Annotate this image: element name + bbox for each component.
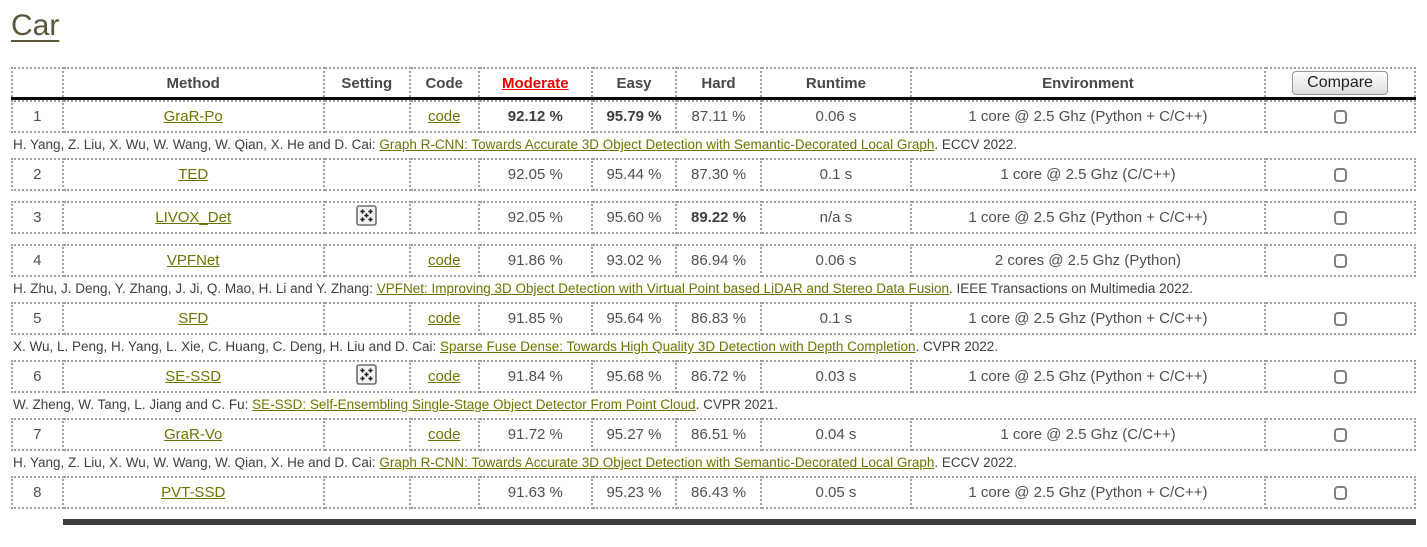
leaderboard-entry — [11, 476, 1416, 509]
environment-value: 1 core @ 2.5 Ghz (C/C++) — [1000, 426, 1176, 443]
header-compare — [1265, 68, 1415, 99]
moderate-value: 92.05 % — [507, 209, 563, 226]
method-cell — [63, 245, 324, 276]
compare-cell — [1265, 159, 1415, 190]
dice-icon — [356, 364, 377, 389]
dice-icon — [356, 205, 377, 230]
setting-cell — [324, 159, 410, 190]
compare-button[interactable]: Compare — [1292, 71, 1388, 95]
setting-cell — [324, 361, 410, 392]
compare-cell — [1265, 245, 1415, 276]
easy-value: 95.44 % — [606, 166, 662, 183]
hard-value: 87.30 % — [690, 166, 747, 183]
moderate-cell — [479, 245, 592, 276]
compare-cell — [1265, 101, 1415, 132]
code-cell — [410, 361, 479, 392]
easy-value: 95.60 % — [606, 209, 662, 226]
setting-cell — [324, 202, 410, 233]
leaderboard-entries — [11, 100, 1416, 509]
rank-cell — [12, 361, 63, 392]
method-link[interactable]: SE-SSD — [165, 368, 222, 385]
leaderboard-entry — [11, 302, 1416, 357]
runtime-value: 0.1 s — [819, 310, 853, 327]
citation-venue: . CVPR 2022. — [915, 339, 999, 354]
leaderboard-entry — [11, 158, 1416, 191]
runtime-value: 0.1 s — [819, 166, 853, 183]
compare-checkbox[interactable] — [1334, 110, 1347, 124]
citation-authors: H. Yang, Z. Liu, X. Wu, W. Wang, W. Qian, X. He and D. Cai: — [13, 137, 380, 152]
citation-venue: . CVPR 2021. — [695, 397, 779, 412]
moderate-value: 91.63 % — [507, 484, 563, 501]
leaderboard-entry — [11, 418, 1416, 473]
code-cell — [410, 303, 479, 334]
rank-cell — [12, 303, 63, 334]
environment-cell — [911, 159, 1265, 190]
environment-value: 1 core @ 2.5 Ghz (Python + C/C++) — [968, 368, 1208, 385]
code-cell — [410, 202, 479, 233]
runtime-cell — [761, 101, 911, 132]
environment-value: 1 core @ 2.5 Ghz (Python + C/C++) — [968, 209, 1208, 226]
header-rank — [12, 68, 63, 99]
hard-cell — [676, 303, 761, 334]
rank-value: 1 — [33, 108, 42, 125]
hard-cell — [676, 245, 761, 276]
method-cell — [63, 303, 324, 334]
moderate-cell — [479, 477, 592, 508]
setting-cell — [324, 303, 410, 334]
entry-row-table — [11, 158, 1416, 191]
code-link[interactable]: code — [427, 368, 461, 385]
header-runtime: Runtime — [761, 68, 911, 99]
table-row — [12, 159, 1415, 190]
moderate-value: 92.12 % — [507, 108, 563, 125]
easy-cell — [592, 159, 676, 190]
method-link[interactable]: SFD — [178, 310, 209, 327]
runtime-value: 0.04 s — [815, 426, 857, 443]
easy-value: 95.27 % — [606, 426, 662, 443]
easy-value: 95.68 % — [606, 368, 662, 385]
method-cell — [63, 419, 324, 450]
header-method: Method — [63, 68, 324, 99]
citation-paper-link[interactable]: VPFNet: Improving 3D Object Detection with Virtual Point based LiDAR and Stereo Data Fusion — [376, 281, 949, 296]
hard-cell — [676, 477, 761, 508]
hard-value: 87.11 % — [691, 108, 746, 125]
compare-checkbox[interactable] — [1334, 211, 1347, 225]
leaderboard-entry — [11, 100, 1416, 155]
rank-value: 3 — [33, 209, 42, 226]
runtime-cell — [761, 303, 911, 334]
header-row — [12, 68, 1415, 99]
citation — [11, 393, 1416, 415]
code-link[interactable]: code — [427, 108, 461, 125]
environment-value: 2 cores @ 2.5 Ghz (Python) — [994, 252, 1182, 269]
method-link[interactable]: GraR-Vo — [164, 426, 223, 443]
easy-cell — [592, 419, 676, 450]
easy-cell — [592, 245, 676, 276]
setting-cell — [324, 477, 410, 508]
hard-cell — [676, 159, 761, 190]
easy-value: 95.64 % — [606, 310, 662, 327]
citation-paper-link[interactable]: Sparse Fuse Dense: Towards High Quality 3D Detection with Depth Completion — [439, 339, 916, 354]
compare-cell — [1265, 477, 1415, 508]
citation — [11, 133, 1416, 155]
code-cell — [410, 419, 479, 450]
rank-cell — [12, 101, 63, 132]
entry-row-table — [11, 360, 1416, 393]
runtime-value: 0.05 s — [815, 484, 857, 501]
compare-checkbox[interactable] — [1334, 254, 1347, 268]
header-easy: Easy — [592, 68, 676, 99]
environment-value: 1 core @ 2.5 Ghz (Python + C/C++) — [968, 484, 1208, 501]
table-row — [12, 245, 1415, 276]
method-cell — [63, 361, 324, 392]
runtime-cell — [761, 361, 911, 392]
moderate-value: 92.05 % — [507, 166, 563, 183]
hard-value: 86.51 % — [690, 426, 747, 443]
header-environment: Environment — [911, 68, 1265, 99]
header-code: Code — [410, 68, 479, 99]
rank-value: 4 — [33, 252, 42, 269]
table-row — [12, 101, 1415, 132]
easy-value: 95.23 % — [606, 484, 662, 501]
moderate-value: 91.84 % — [507, 368, 563, 385]
environment-value: 1 core @ 2.5 Ghz (C/C++) — [1000, 166, 1176, 183]
citation-paper-link[interactable]: Graph R-CNN: Towards Accurate 3D Object Detection with Semantic-Decorated Local Graph — [379, 455, 935, 470]
method-cell — [63, 202, 324, 233]
method-link[interactable]: VPFNet — [166, 252, 220, 269]
header-setting: Setting — [324, 68, 410, 99]
citation-authors: H. Zhu, J. Deng, Y. Zhang, J. Ji, Q. Mao, H. Li and Y. Zhang: — [13, 281, 377, 296]
method-link[interactable]: GraR-Po — [163, 108, 223, 125]
environment-cell — [911, 477, 1265, 508]
rank-value: 2 — [33, 166, 42, 183]
runtime-value: 0.06 s — [815, 108, 857, 125]
leaderboard-header — [11, 67, 1416, 100]
citation — [11, 451, 1416, 473]
moderate-cell — [479, 101, 592, 132]
entry-row-table — [11, 302, 1416, 335]
method-cell — [63, 159, 324, 190]
easy-cell — [592, 303, 676, 334]
table-row — [12, 202, 1415, 233]
environment-cell — [911, 303, 1265, 334]
page-title — [11, 6, 1416, 43]
hard-value: 86.72 % — [690, 368, 747, 385]
compare-cell — [1265, 202, 1415, 233]
easy-cell — [592, 101, 676, 132]
citation-venue: . ECCV 2022. — [934, 137, 1017, 152]
rank-cell — [12, 245, 63, 276]
entry-row-table — [11, 418, 1416, 451]
runtime-cell — [761, 159, 911, 190]
hard-value: 89.22 % — [690, 209, 747, 226]
sort-moderate-link[interactable]: Moderate — [501, 74, 569, 92]
header-hard: Hard — [676, 68, 761, 99]
hard-value: 86.83 % — [690, 310, 747, 327]
code-link[interactable]: code — [427, 310, 461, 327]
moderate-cell — [479, 419, 592, 450]
environment-value: 1 core @ 2.5 Ghz (Python + C/C++) — [968, 310, 1208, 327]
rank-value: 5 — [33, 310, 42, 327]
partial-next-row — [63, 519, 1416, 525]
moderate-value: 91.85 % — [507, 310, 563, 327]
environment-cell — [911, 202, 1265, 233]
hard-value: 86.43 % — [690, 484, 747, 501]
hard-cell — [676, 419, 761, 450]
runtime-value: 0.03 s — [815, 368, 857, 385]
rank-cell — [12, 477, 63, 508]
environment-cell — [911, 101, 1265, 132]
easy-cell — [592, 477, 676, 508]
compare-cell — [1265, 419, 1415, 450]
citation-venue: . ECCV 2022. — [934, 455, 1017, 470]
rank-value: 7 — [33, 426, 42, 443]
citation — [11, 277, 1416, 299]
rank-cell — [12, 159, 63, 190]
code-cell — [410, 101, 479, 132]
method-link[interactable]: LIVOX_Det — [155, 209, 232, 226]
citation-paper-link[interactable]: Graph R-CNN: Towards Accurate 3D Object Detection with Semantic-Decorated Local Graph — [379, 137, 935, 152]
compare-checkbox[interactable] — [1334, 428, 1347, 442]
compare-checkbox[interactable] — [1334, 168, 1347, 182]
entry-row-table — [11, 100, 1416, 133]
environment-cell — [911, 245, 1265, 276]
hard-cell — [676, 202, 761, 233]
code-link[interactable]: code — [427, 426, 461, 443]
method-link[interactable]: TED — [178, 166, 209, 183]
setting-cell — [324, 101, 410, 132]
citation-authors: W. Zheng, W. Tang, L. Jiang and C. Fu: — [13, 397, 253, 412]
hard-value: 86.94 % — [690, 252, 747, 269]
runtime-cell — [761, 477, 911, 508]
header-moderate — [479, 68, 592, 99]
leaderboard-entry — [11, 244, 1416, 299]
runtime-value: n/a s — [819, 209, 853, 226]
moderate-value: 91.72 % — [507, 426, 563, 443]
compare-checkbox[interactable] — [1334, 312, 1347, 326]
runtime-cell — [761, 202, 911, 233]
hard-cell — [676, 361, 761, 392]
leaderboard-entry — [11, 360, 1416, 415]
compare-checkbox[interactable] — [1334, 370, 1347, 384]
page-title-text: Car — [11, 9, 60, 42]
easy-cell — [592, 361, 676, 392]
code-link[interactable]: code — [427, 252, 461, 269]
compare-cell — [1265, 361, 1415, 392]
citation-paper-link[interactable]: SE-SSD: Self-Ensembling Single-Stage Object Detector From Point Cloud — [252, 397, 696, 412]
code-cell — [410, 159, 479, 190]
citation-authors: X. Wu, L. Peng, H. Yang, L. Xie, C. Huang, C. Deng, H. Liu and D. Cai: — [13, 339, 440, 354]
moderate-cell — [479, 159, 592, 190]
easy-value: 93.02 % — [606, 252, 662, 269]
runtime-value: 0.06 s — [815, 252, 857, 269]
hard-cell — [676, 101, 761, 132]
moderate-value: 91.86 % — [507, 252, 563, 269]
citation-authors: H. Yang, Z. Liu, X. Wu, W. Wang, W. Qian, X. He and D. Cai: — [13, 455, 380, 470]
citation-venue: . IEEE Transactions on Multimedia 2022. — [948, 281, 1193, 296]
environment-cell — [911, 419, 1265, 450]
rank-value: 6 — [33, 368, 42, 385]
code-cell — [410, 477, 479, 508]
environment-cell — [911, 361, 1265, 392]
setting-cell — [324, 245, 410, 276]
table-row — [12, 477, 1415, 508]
rank-value: 8 — [33, 484, 42, 501]
moderate-cell — [479, 202, 592, 233]
moderate-cell — [479, 303, 592, 334]
code-cell — [410, 245, 479, 276]
leaderboard-entry — [11, 201, 1416, 234]
environment-value: 1 core @ 2.5 Ghz (Python + C/C++) — [968, 108, 1208, 125]
table-row — [12, 419, 1415, 450]
entry-row-table — [11, 201, 1416, 234]
compare-cell — [1265, 303, 1415, 334]
entry-row-table — [11, 244, 1416, 277]
method-cell — [63, 477, 324, 508]
rank-cell — [12, 202, 63, 233]
entry-row-table — [11, 476, 1416, 509]
setting-cell — [324, 419, 410, 450]
runtime-cell — [761, 245, 911, 276]
easy-value: 95.79 % — [606, 108, 662, 125]
citation — [11, 335, 1416, 357]
compare-checkbox[interactable] — [1334, 486, 1347, 500]
table-row — [12, 303, 1415, 334]
runtime-cell — [761, 419, 911, 450]
moderate-cell — [479, 361, 592, 392]
method-link[interactable]: PVT-SSD — [161, 484, 226, 501]
table-row — [12, 361, 1415, 392]
easy-cell — [592, 202, 676, 233]
rank-cell — [12, 419, 63, 450]
method-cell — [63, 101, 324, 132]
